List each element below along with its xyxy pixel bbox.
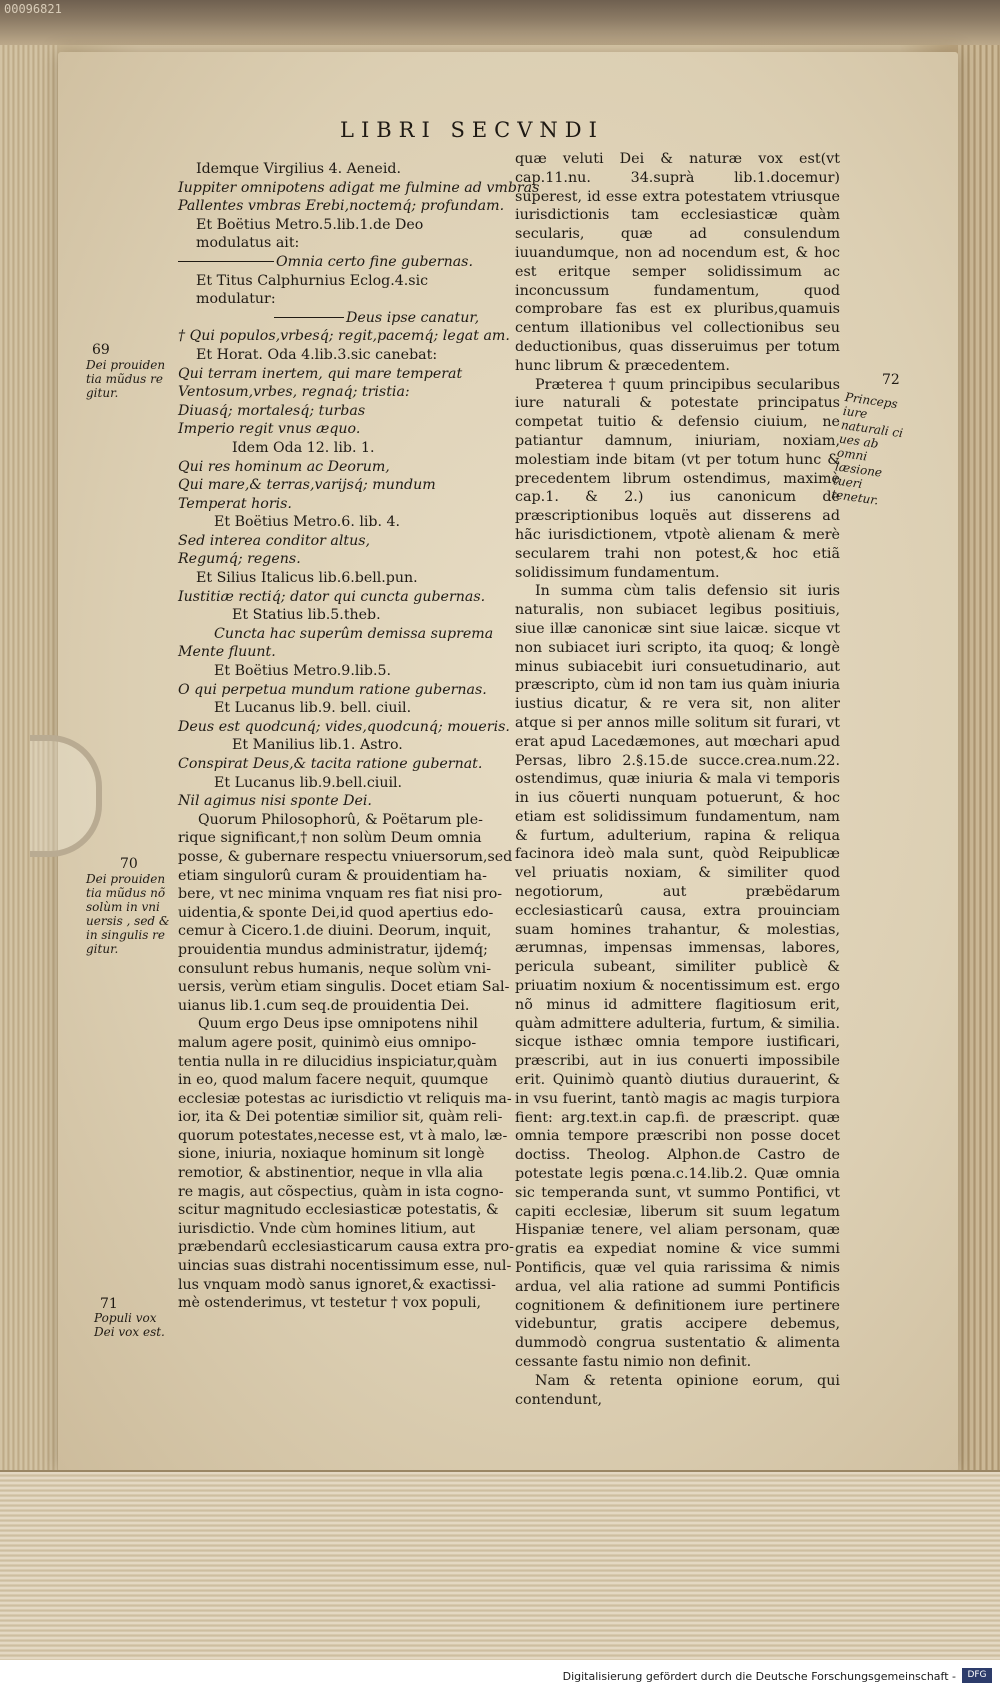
text-line: uincias suas distrahi nocentissimum esse, nul- bbox=[178, 1258, 512, 1275]
text-line: Sed interea conditor altus, bbox=[178, 532, 371, 549]
footer-credit: Digitalisierung gefördert durch die Deutsche Forschungsgemeinschaft - bbox=[562, 1670, 956, 1683]
text-line: Iuppiter omnipotens adigat me fulmine ad vmbras bbox=[178, 179, 540, 196]
margin-note: Dei prouiden tia mũdus re gitur. bbox=[86, 358, 166, 400]
text-line: etiam singulorû curam & prouidentiam ha- bbox=[178, 867, 487, 884]
text-line: tentia nulla in re dilucidius inspiciatur,quàm bbox=[178, 1053, 498, 1070]
text-line: ecclesiæ potestas ac iurisdictio vt reliquis ma- bbox=[178, 1090, 512, 1107]
text-line: Omnia certo fine gubernas. bbox=[178, 253, 508, 272]
text-line: Deus est quodcunq́; vides,quodcunq́; moueris. bbox=[178, 718, 510, 735]
margin-note: Princeps iure naturali ci ues ab omni læsione tueri tenetur. bbox=[830, 390, 904, 508]
text-line: modulatur: bbox=[196, 291, 276, 308]
text-line: † Qui populos,vrbesq́; regit,pacemq́; legat am. bbox=[178, 328, 510, 345]
text-line: Pallentes vmbras Erebi,noctemq́; profundam. bbox=[178, 198, 505, 215]
text-line: Idemque Virgilius 4. Aeneid. bbox=[196, 161, 401, 177]
footer-bar bbox=[0, 1660, 1000, 1693]
dfg-logo: DFG bbox=[962, 1668, 992, 1683]
margin-number: 71 bbox=[100, 1296, 118, 1312]
text-line: Et Boëtius Metro.9.lib.5. bbox=[214, 663, 392, 680]
text-line: Imperio regit vnus æquo. bbox=[178, 421, 361, 438]
text-line: Regumq́; regens. bbox=[178, 551, 301, 568]
text-line: uianus lib.1.cum seq.de prouidentia Dei. bbox=[178, 997, 470, 1014]
text-line: præbendarû ecclesiasticarum causa extra pro- bbox=[178, 1239, 514, 1256]
text-line: Cuncta hac superûm demissa suprema bbox=[214, 625, 494, 642]
text-line: Et Boëtius Metro.5.lib.1.de Deo bbox=[196, 216, 424, 233]
right-column bbox=[515, 150, 840, 1409]
text-line: quorum potestates,necesse est, vt à malo, læ- bbox=[178, 1127, 508, 1144]
text-line: prouidentia mundus administratur, ijdemq́; bbox=[178, 941, 488, 958]
text-line: posse, & gubernare respectu vniuersorum,sed bbox=[178, 848, 513, 865]
running-head: LIBRI SECVNDI bbox=[340, 118, 604, 142]
text-line: in eo, quod malum facere nequit, quumque bbox=[178, 1072, 489, 1089]
page-fore-edge bbox=[958, 45, 1000, 1475]
text-line: Conspirat Deus,& tacita ratione gubernat. bbox=[178, 756, 483, 772]
text-line: scitur magnitudo ecclesiasticæ potestatis, & bbox=[178, 1202, 499, 1219]
text-line: mè ostenderimus, vt testetur † vox populi, bbox=[178, 1295, 482, 1312]
text-line: Diuasq́; mortalesq́; turbas bbox=[178, 402, 366, 419]
text-line: uersis, verùm etiam singulis. Docet etiam Sal- bbox=[178, 979, 510, 996]
text-line: Mente fluunt. bbox=[178, 644, 276, 661]
text-line: Deus ipse canatur, bbox=[178, 309, 508, 328]
margin-note: Populi vox Dei vox est. bbox=[94, 1311, 165, 1339]
text-line: modulatus ait: bbox=[196, 235, 300, 252]
text-line: Qui terram inertem, qui mare temperat bbox=[178, 365, 463, 382]
margin-number: 69 bbox=[92, 342, 110, 358]
page-stack-bottom bbox=[0, 1470, 1000, 1660]
text-line: remotior, & abstinentior, neque in vlla alia bbox=[178, 1165, 483, 1182]
text-line: Quorum Philosophorû, & Poëtarum ple- bbox=[198, 811, 483, 828]
text-line: uidentia,& sponte Dei,id quod apertius edo- bbox=[178, 904, 494, 921]
text-line: consulunt rebus humanis, neque solùm vni- bbox=[178, 960, 492, 977]
text-line: Et Lucanus lib.9. bell. ciuil. bbox=[214, 700, 412, 717]
text-line: Qui mare,& terras,varijsq́; mundum bbox=[178, 477, 436, 494]
text-line: re magis, aut cõspectius, quàm in ista cogno- bbox=[178, 1183, 504, 1200]
text-line: malum agere posit, quinimò eius omnipo- bbox=[178, 1034, 477, 1051]
text-line: Et Horat. Oda 4.lib.3.sic canebat: bbox=[196, 346, 438, 363]
text-line: Iustitiæ rectiq́; dator qui cuncta gubernas. bbox=[178, 588, 486, 605]
text-line: Et Boëtius Metro.6. lib. 4. bbox=[214, 514, 401, 531]
scan-top-edge bbox=[0, 0, 1000, 45]
text-line: iurisdictio. Vnde cùm homines litium, aut bbox=[178, 1220, 476, 1237]
text-line: Et Lucanus lib.9.bell.ciuil. bbox=[214, 774, 403, 791]
text-line: sione, iniuria, noxiaque hominum sit longè bbox=[178, 1146, 485, 1163]
paragraph: In summa cùm talis defensio sit iuris naturalis, non subiacet legibus positiuis, siue illæ canonicæ sint siue laicæ. sicque vt non subiacet iuri scripto, ita quoq; & longè minus subiacebit iuri consuetudinario, aut præscripto, cùm id non tam ius quàm iniuria iustius dicatur, & re vera sit, non aliter atque si per annos mille solitum sit furari, vt erat apud Lacedæmones, aut mœchari apud Persas, libro 2.§.15.de succe.crea.num.22. ostendimus, quæ iniuria & mala vi temporis in ius cõuerti nunquam potuerunt, & hoc etiam est solidissimum fundamentum, nam & furtum, adulterium, rapina & reliqua facinora ideò mala sunt, quòd Reipublicæ vel priuatis noxiam, & similiter quod negotiorum, aut præbëdarum ecclesiasticarû causa, extra prouinciam suam homines trahantur, & molestias, ærumnas, impensas immensas, labores, pericula subeant, similiter publicè & priuatim noxium & nocentissimum est. ergo nõ minus id admittere flagitiosum erit, quàm admittere adulteria, furtum, & similia. sicque isthæc omnia tempore iustificari, præscribi, aut in ius conuerti impossibile erit. Quinimò quantò diutius durauerint, & in vsu fuerint, tantò magis ac magis turpiora fient: arg.text.in cap.fi. de præscript. quæ omnia tempore præscribi non posse docet doctiss. Theolog. Alphon.de Castro de potestate legis pœna.c.14.lib.2. Quæ omnia sic temperanda sunt, vt summo Pontifici, vt capiti ecclesiæ, liberum sit suum legatum Hispaniæ tenere, vel aliam personam, quæ gratis ea expediat nomine & vice summi Pontificis, quæ vel quia rarissima & nimis ardua, vel alia ratione ad summi Pontificis cognitionem & definitionem iure pertinere videbuntur, gratis accipere debemus, dummodò congrua sustentatio & alimenta cessante fastu nimio non definit. bbox=[515, 583, 840, 1370]
left-column bbox=[178, 160, 540, 1313]
verse-block bbox=[178, 160, 540, 811]
text-line: Et Titus Calphurnius Eclog.4.sic bbox=[196, 272, 429, 289]
text-line: Temperat horis. bbox=[178, 495, 292, 512]
text-line: Ventosum,vrbes, regnaq́; tristia: bbox=[178, 384, 410, 401]
paragraph: Præterea † quum principibus secularibus iure naturali & potestate principatus competat tuitio & defensio ciuium, ne patiantur damnum, iniuriam, noxiam, molestiam inde bitam (vt per totum hunc & precedentem librum ostendimus, maximè cap.1. & 2.) ius canonicum de præscriptionibus loquës aut disserens ad hãc iurisdictionem, vtpotè alienam & merè secularem trahi non potest,& hoc etiã solidissimum fundamentum. bbox=[515, 376, 840, 581]
paragraph: quæ veluti Dei & naturæ vox est(vt cap.11.nu. 34.suprà lib.1.docemur) superest, id esse extra potestatem vtriusque iurisdictionis tam ecclesiasticæ quàm secularis, quæ ad consulendum iuuandumque, non ad nocendum est, & hoc est eritque semper solidissimum ac inconcussum fundamentum, quod comprobare fas est ex pluribus,quamuis centum illationibus vel collectionibus seu deductionibus, quas disseruimus per totum hunc librum & præcedentem. bbox=[515, 151, 840, 374]
margin-number: 72 bbox=[882, 372, 900, 388]
text-line: ior, ita & Dei potentiæ similior sit, quàm reli- bbox=[178, 1109, 503, 1126]
text-line: Et Silius Italicus lib.6.bell.pun. bbox=[196, 570, 418, 587]
text-line: bere, vt nec minima vnquam res fiat nisi pro- bbox=[178, 886, 503, 903]
text-line: Idem Oda 12. lib. 1. bbox=[232, 439, 375, 456]
margin-number: 70 bbox=[120, 856, 138, 872]
text-line: Et Statius lib.5.theb. bbox=[232, 607, 381, 624]
scan-id-label: 00096821 bbox=[4, 2, 62, 16]
text-line: O qui perpetua mundum ratione gubernas. bbox=[178, 681, 487, 698]
text-line: Nil agimus nisi sponte Dei. bbox=[178, 793, 372, 810]
prose-block bbox=[178, 811, 514, 1313]
paragraph: Nam & retenta opinione eorum, qui contendunt, bbox=[515, 1372, 840, 1408]
text-line: Quum ergo Deus ipse omnipotens nihil bbox=[198, 1016, 478, 1033]
text-line: rique significant,† non solùm Deum omnia bbox=[178, 830, 482, 847]
text-line: cemur à Cicero.1.de diuini. Deorum, inquit, bbox=[178, 923, 492, 940]
text-line: lus vnquam modò sanus ignoret,& exactissi- bbox=[178, 1276, 496, 1293]
text-line: Qui res hominum ac Deorum, bbox=[178, 458, 390, 475]
margin-note: Dei prouiden tia mũdus nõ solùm in vni uersis , sed & in singulis re gitur. bbox=[86, 872, 170, 956]
text-line: Et Manilius lib.1. Astro. bbox=[232, 737, 403, 754]
